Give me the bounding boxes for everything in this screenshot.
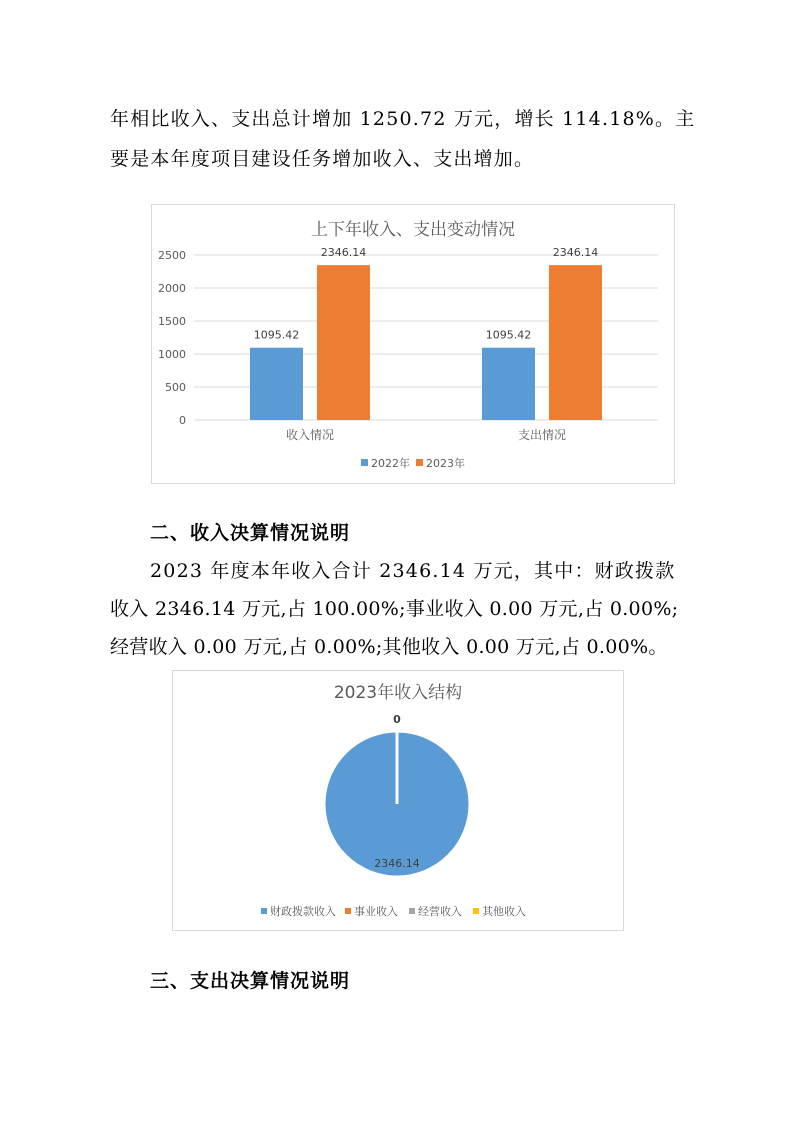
pie-data-label-zero: 0 xyxy=(393,713,401,726)
bar-data-label: 1095.42 xyxy=(485,328,532,342)
pie-data-label-main: 2346.14 xyxy=(374,857,420,870)
y-tick-label: 0 xyxy=(179,414,186,427)
bar-chart-container xyxy=(151,204,675,484)
legend-swatch xyxy=(261,908,267,914)
section2-line-1: 2023 年度本年收入合计 2346.14 万元，其中：财政拨款 xyxy=(150,560,676,582)
section2-line-3: 经营收入 0.00 万元,占 0.00%;其他收入 0.00 万元,占 0.00%。 xyxy=(110,636,668,658)
intro-line-1: 年相比收入、支出总计增加 1250.72 万元，增长 114.18%。主 xyxy=(110,108,696,130)
y-tick-label: 2000 xyxy=(158,282,186,295)
y-tick-label: 1000 xyxy=(158,348,186,361)
legend-swatch xyxy=(409,908,415,914)
section3-heading: 三、支出决算情况说明 xyxy=(150,970,351,992)
legend-label: 2023年 xyxy=(426,457,465,470)
x-category-label: 收入情况 xyxy=(285,428,335,442)
pie-chart-title: 2023年收入结构 xyxy=(333,683,463,703)
y-tick-label: 500 xyxy=(165,381,186,394)
bar-chart-title: 上下年收入、支出变动情况 xyxy=(311,220,515,240)
bar-2023-0 xyxy=(317,265,370,420)
section2-heading: 二、收入决算情况说明 xyxy=(150,522,351,544)
legend-swatch xyxy=(361,459,368,466)
bar-data-label: 2346.14 xyxy=(320,246,367,260)
legend-label: 2022年 xyxy=(371,457,410,470)
bar-chart xyxy=(152,205,674,483)
section2-line-2: 收入 2346.14 万元,占 100.00%;事业收入 0.00 万元,占 0.00%; xyxy=(110,598,679,620)
y-tick-label: 1500 xyxy=(158,315,186,328)
bar-2023-1 xyxy=(549,265,602,420)
bar-2022-1 xyxy=(482,348,535,420)
y-tick-label: 2500 xyxy=(158,249,186,262)
bar-2022-0 xyxy=(250,348,303,420)
legend-label: 财政拨款收入 xyxy=(270,905,336,918)
intro-line-2: 要是本年度项目建设任务增加收入、支出增加。 xyxy=(110,148,535,170)
bar-data-label: 2346.14 xyxy=(552,246,599,260)
legend-label: 经营收入 xyxy=(418,905,462,918)
bar-data-label: 1095.42 xyxy=(253,328,300,342)
legend-swatch xyxy=(416,459,423,466)
legend-label: 事业收入 xyxy=(354,905,398,918)
pie-chart-container xyxy=(172,670,624,931)
legend-swatch xyxy=(345,908,351,914)
x-category-label: 支出情况 xyxy=(517,428,567,442)
pie-chart xyxy=(173,671,623,930)
legend-swatch xyxy=(473,908,479,914)
legend-label: 其他收入 xyxy=(482,905,526,918)
